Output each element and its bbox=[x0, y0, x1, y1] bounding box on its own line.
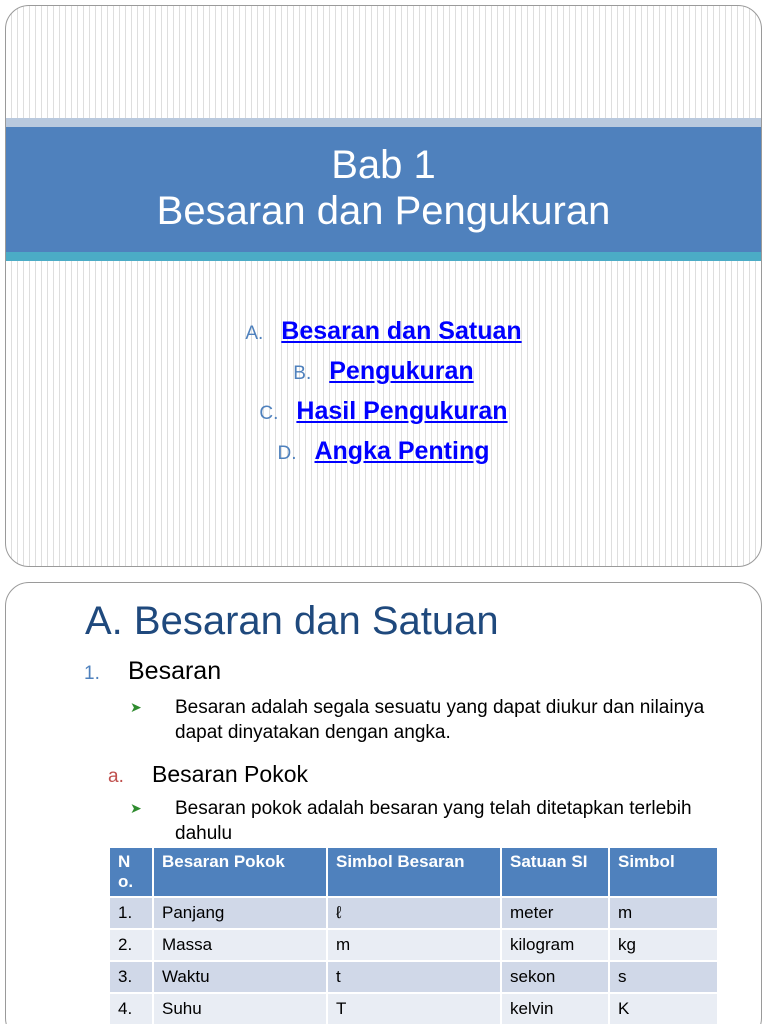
toc-marker: D. bbox=[277, 443, 297, 464]
numbered-marker: 1. bbox=[84, 663, 100, 684]
toc-link-hasil-pengukuran[interactable]: Hasil Pengukuran bbox=[296, 397, 508, 425]
toc-link-pengukuran[interactable]: Pengukuran bbox=[329, 357, 474, 385]
table-row bbox=[110, 961, 718, 993]
toc-item-pengukuran bbox=[6, 351, 761, 391]
table-cell: kilogram bbox=[501, 929, 609, 961]
title-slide bbox=[5, 5, 762, 567]
title-band-top-stripe bbox=[6, 118, 761, 127]
table-cell: t bbox=[327, 961, 501, 993]
table-header-row bbox=[110, 848, 718, 897]
table-cell: meter bbox=[501, 897, 609, 929]
bullet-besaran-pokok-definition bbox=[130, 796, 730, 846]
toc-item-besaran-dan-satuan bbox=[6, 311, 761, 351]
bullet-text: Besaran pokok adalah besaran yang telah ditetapkan terlebih dahulu bbox=[175, 798, 692, 844]
table-cell: kelvin bbox=[501, 993, 609, 1024]
slide-title-topic: Besaran dan Pengukuran bbox=[156, 189, 611, 233]
toc-marker: B. bbox=[293, 363, 312, 384]
table-row bbox=[110, 897, 718, 929]
table-cell: Panjang bbox=[153, 897, 327, 929]
table-cell: 1. bbox=[110, 897, 153, 929]
title-band bbox=[6, 127, 761, 252]
table-cell: ℓ bbox=[327, 897, 501, 929]
column-header-no: No. bbox=[110, 848, 153, 897]
title-band-bottom-stripe bbox=[6, 252, 761, 261]
column-header-simbol-besaran: Simbol Besaran bbox=[327, 848, 501, 897]
toc-item-hasil-pengukuran bbox=[6, 391, 761, 431]
table-cell: T bbox=[327, 993, 501, 1024]
toc-marker: A. bbox=[245, 323, 264, 344]
column-header-simbol: Simbol bbox=[609, 848, 718, 897]
table-cell: kg bbox=[609, 929, 718, 961]
slide-heading: A. Besaran dan Satuan bbox=[85, 599, 499, 643]
content-slide bbox=[5, 582, 762, 1024]
toc-item-angka-penting bbox=[6, 431, 761, 471]
sub-item-marker: a. bbox=[108, 766, 124, 787]
arrow-bullet-icon: ➤ bbox=[130, 699, 142, 715]
table-cell: Waktu bbox=[153, 961, 327, 993]
table-cell: 3. bbox=[110, 961, 153, 993]
table-cell: 2. bbox=[110, 929, 153, 961]
sub-item-besaran-pokok bbox=[108, 761, 308, 788]
toc-link-besaran-dan-satuan[interactable]: Besaran dan Satuan bbox=[281, 317, 522, 345]
table-cell: Massa bbox=[153, 929, 327, 961]
numbered-item-besaran bbox=[84, 657, 221, 686]
table-cell: m bbox=[327, 929, 501, 961]
bullet-text: Besaran adalah segala sesuatu yang dapat diukur dan nilainya dapat dinyatakan dengan angka. bbox=[175, 697, 705, 743]
toc-marker: C. bbox=[259, 403, 279, 424]
column-header-satuan-si: Satuan SI bbox=[501, 848, 609, 897]
slide-title-chapter: Bab 1 bbox=[331, 143, 436, 187]
table-cell: m bbox=[609, 897, 718, 929]
besaran-pokok-table bbox=[110, 848, 719, 1024]
table-cell: sekon bbox=[501, 961, 609, 993]
table-of-contents bbox=[6, 311, 761, 471]
table-row bbox=[110, 929, 718, 961]
table-cell: K bbox=[609, 993, 718, 1024]
table-cell: 4. bbox=[110, 993, 153, 1024]
table-cell: s bbox=[609, 961, 718, 993]
toc-link-angka-penting[interactable]: Angka Penting bbox=[314, 437, 490, 465]
bullet-besaran-definition bbox=[130, 695, 730, 745]
table-cell: Suhu bbox=[153, 993, 327, 1024]
sub-item-label: Besaran Pokok bbox=[152, 761, 308, 787]
table-row bbox=[110, 993, 718, 1024]
column-header-besaran-pokok: Besaran Pokok bbox=[153, 848, 327, 897]
numbered-item-label: Besaran bbox=[128, 657, 222, 685]
arrow-bullet-icon: ➤ bbox=[130, 800, 142, 816]
